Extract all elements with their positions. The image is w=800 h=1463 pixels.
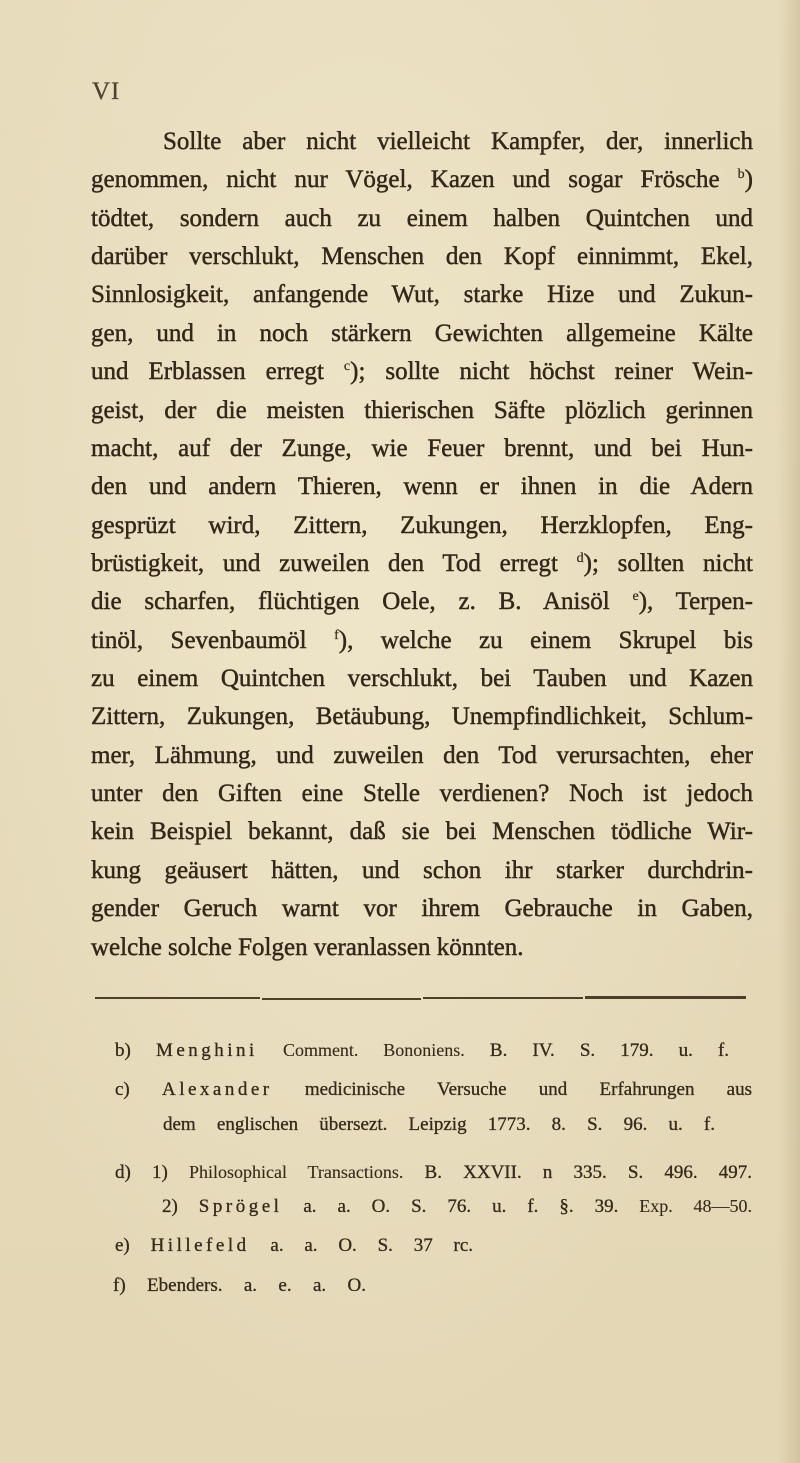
footnote-d	[115, 1160, 752, 1184]
body-line: kein Beispiel bekannt, daß sie bei Menschen tödliche Wir-	[91, 818, 753, 846]
line-text: ), welche zu einem Skrupel bis	[338, 626, 753, 654]
footnote-ref-b: b	[737, 167, 745, 183]
footnote-text: Exp. 48—50.	[639, 1196, 753, 1216]
footnote-text: a. a. O. S. 37 rc.	[270, 1235, 474, 1256]
footnote-sublabel: 1)	[151, 1162, 168, 1183]
body-line: unter den Giften eine Stelle verdienen? Noch ist jedoch	[91, 780, 753, 808]
line-text: ); sollte nicht höchst reiner Wein-	[350, 358, 753, 386]
footnote-c	[115, 1078, 752, 1102]
footnote-title: Comment. Bononiens.	[282, 1040, 465, 1060]
line-text: ), Terpen-	[638, 588, 754, 616]
footnote-sublabel: 2)	[162, 1196, 178, 1217]
page-number: VI	[92, 78, 121, 105]
footnote-separator	[262, 998, 421, 1000]
footnote-author: Alexander	[161, 1079, 273, 1100]
body-line	[91, 353, 753, 391]
footnote-title: Philosophical Transactions.	[188, 1162, 404, 1182]
footnote-text: medicinische Versuche und Erfahrungen aus	[304, 1079, 753, 1100]
footnote-ref-e: e	[632, 589, 639, 605]
body-line: gen, und in noch stärkern Gewichten allgemeine Kälte	[91, 319, 753, 347]
footnote-text: a. a. O. S. 76. u. f. §. 39.	[303, 1196, 619, 1217]
footnote-label: c)	[115, 1079, 130, 1100]
body-line: den und andern Thieren, wenn er ihnen in die Adern	[91, 473, 753, 501]
body-line: geist, der die meisten thierischen Säfte plözlich gerinnen	[91, 396, 753, 424]
footnote-separator	[423, 997, 583, 999]
footnote-author: Sprögel	[198, 1196, 283, 1217]
body-line: Sinnlosigkeit, anfangende Wut, starke Hize und Zukun-	[91, 281, 753, 309]
body-line: gender Geruch warnt vor ihrem Gebrauche in Gaben,	[91, 895, 753, 923]
body-text	[91, 123, 753, 967]
body-line: zu einem Quintchen verschlukt, bei Tauben und Kazen	[91, 665, 753, 693]
footnote-ref-c: c	[343, 359, 351, 375]
body-line: gesprüzt wird, Zittern, Zukungen, Herzklopfen, Eng-	[91, 511, 753, 539]
body-line: tödtet, sondern auch zu einem halben Quintchen und	[91, 204, 753, 232]
body-line: macht, auf der Zunge, wie Feuer brennt, und bei Hun-	[91, 434, 753, 462]
footnote-b	[115, 1038, 729, 1062]
line-text: ); sollten nicht	[583, 549, 753, 577]
footnote-text: B. IV. S. 179. u. f.	[489, 1040, 730, 1061]
line-text: )	[744, 166, 753, 194]
footnote-f	[113, 1274, 366, 1298]
body-line	[91, 583, 753, 621]
line-text: und Erblassen erregt	[91, 358, 344, 386]
body-line	[91, 622, 753, 660]
line-text: die scharfen, flüchtigen Oele, z. B. Anisöl	[91, 588, 633, 616]
footnote-c-continuation: dem englischen übersezt. Leipzig 1773. 8. S. 96. u. f.	[163, 1114, 715, 1135]
footnote-label: d)	[115, 1162, 131, 1183]
line-text: genommen, nicht nur Vögel, Kazen und sogar Frösche	[91, 166, 738, 194]
footnote-label: f)	[113, 1275, 126, 1296]
footnote-ref-d: d	[576, 550, 584, 566]
footnote-author: Menghini	[155, 1040, 258, 1061]
line-text: tinöl, Sevenbaumöl	[91, 626, 335, 654]
body-line	[91, 545, 753, 583]
body-line: mer, Lähmung, und zuweilen den Tod verursachten, eher	[91, 741, 753, 769]
footnote-separator	[585, 996, 746, 999]
footnote-text: Ebenders. a. e. a. O.	[147, 1275, 366, 1296]
footnote-ref-f: f	[334, 627, 339, 643]
body-line: kung geäusert hätten, und schon ihr starker durchdrin-	[91, 856, 753, 884]
body-line	[91, 161, 753, 199]
footnote-author: Hillefeld	[150, 1235, 250, 1256]
body-line: darüber verschlukt, Menschen den Kopf einnimmt, Ekel,	[91, 243, 753, 271]
footnote-label: e)	[115, 1235, 130, 1256]
footnote-text: B. XXVII. n 335. S. 496. 497.	[424, 1162, 753, 1183]
body-line: welche solche Folgen veranlassen könnten.	[91, 933, 524, 961]
footnote-label: b)	[115, 1040, 131, 1061]
footnote-d-item-2	[162, 1194, 752, 1218]
body-line: Zittern, Zukungen, Betäubung, Unempfindlichkeit, Schlum-	[91, 703, 753, 731]
footnote-e	[115, 1234, 473, 1258]
footnote-separator	[95, 997, 260, 999]
line-text: brüstigkeit, und zuweilen den Tod erregt	[91, 549, 577, 577]
body-line: Sollte aber nicht vielleicht Kampfer, der, innerlich	[163, 128, 753, 155]
